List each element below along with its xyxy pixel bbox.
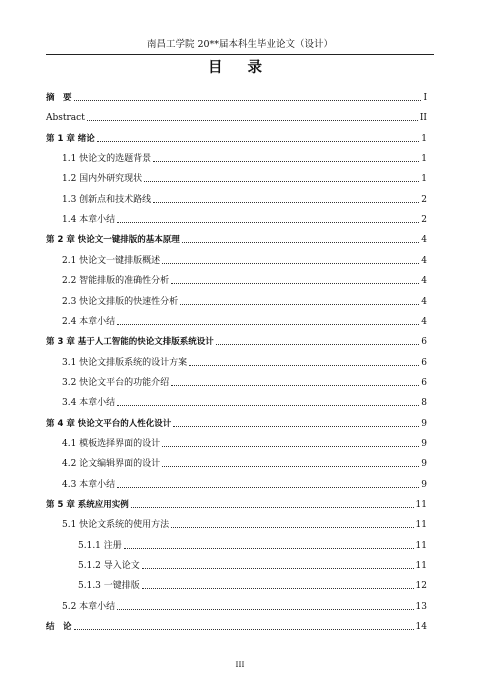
toc-entry-page: 9 xyxy=(421,438,427,449)
toc-entry-label: 3.1 快论文排版系统的设计方案 xyxy=(62,357,188,368)
toc-leader-dots xyxy=(124,548,414,549)
toc-leader-dots xyxy=(216,344,419,345)
toc-entry[interactable] xyxy=(62,294,427,308)
toc-entry-page: 1 xyxy=(421,133,427,144)
toc-leader-dots xyxy=(153,202,419,203)
toc-entry-page: 1 xyxy=(421,154,427,165)
page-header: 南昌工学院 20**届本科生毕业论文（设计） xyxy=(46,36,434,55)
toc-entry-page: I xyxy=(423,93,427,103)
toc-entry-page: 11 xyxy=(415,520,427,531)
toc-entry[interactable] xyxy=(46,416,427,430)
toc-entry-page: 11 xyxy=(415,540,427,551)
toc-leader-dots xyxy=(117,324,419,325)
toc-leader-dots xyxy=(117,609,413,610)
toc-entry-label: 第 4 章 快论文平台的人性化设计 xyxy=(46,418,172,429)
toc-entry-page: 11 xyxy=(415,561,427,572)
toc-leader-dots xyxy=(162,446,419,447)
toc-leader-dots xyxy=(171,385,419,386)
toc-entry-label: Abstract xyxy=(46,113,85,124)
toc-leader-dots xyxy=(162,466,419,467)
toc-entry[interactable] xyxy=(78,538,427,552)
toc-entry-page: 8 xyxy=(421,398,427,409)
toc-entry[interactable] xyxy=(46,90,427,104)
toc-entry-page: 4 xyxy=(421,276,427,287)
toc-entry-label: 4.1 模板选择界面的设计 xyxy=(62,438,161,449)
toc-leader-dots xyxy=(117,222,419,223)
toc-entry[interactable] xyxy=(46,131,427,145)
toc-entry[interactable] xyxy=(78,578,427,592)
toc-entry-page: 6 xyxy=(421,337,427,348)
toc-entry-label: 1.4 本章小结 xyxy=(62,215,116,226)
toc-leader-dots xyxy=(182,242,419,243)
toc-leader-dots xyxy=(171,283,419,284)
toc-entry[interactable] xyxy=(62,253,427,267)
toc-entry[interactable] xyxy=(46,497,427,511)
toc-entry[interactable] xyxy=(46,110,427,124)
toc-entry-label: 2.2 智能排版的准确性分析 xyxy=(62,276,170,287)
toc-entry[interactable] xyxy=(62,314,427,328)
toc-entry-label: 3.4 本章小结 xyxy=(62,398,116,409)
toc-entry[interactable] xyxy=(62,436,427,450)
toc-entry-label: 2.4 本章小结 xyxy=(62,316,116,327)
toc-entry-page: 4 xyxy=(421,255,427,266)
toc-leader-dots xyxy=(87,120,418,121)
toc-entry-label: 第 2 章 快论文一键排版的基本原理 xyxy=(46,235,180,246)
toc-entry-page: 13 xyxy=(415,601,427,612)
toc-entry-label: 5.1.1 注册 xyxy=(78,540,122,551)
toc-leader-dots xyxy=(117,405,419,406)
toc-entry-page: 9 xyxy=(421,459,427,470)
toc-entry[interactable] xyxy=(62,192,427,206)
toc-leader-dots xyxy=(74,629,414,630)
toc-entry-page: 12 xyxy=(415,581,427,592)
toc-entry-page: 4 xyxy=(421,235,427,246)
toc-entry-page: 4 xyxy=(421,316,427,327)
toc-leader-dots xyxy=(173,426,419,427)
toc-entry-label: 4.3 本章小结 xyxy=(62,479,116,490)
toc-entry-label: 5.1.2 导入论文 xyxy=(78,561,140,572)
toc-entry-label: 第 5 章 系统应用实例 xyxy=(46,500,129,510)
toc-entry-page: 2 xyxy=(421,215,427,226)
toc-entry[interactable] xyxy=(62,355,427,369)
toc-entry-label: 5.1.3 一键排版 xyxy=(78,581,140,592)
toc-entry-page: 6 xyxy=(421,377,427,388)
toc-entry[interactable] xyxy=(62,477,427,491)
toc-entry[interactable] xyxy=(62,517,427,531)
toc-entry[interactable] xyxy=(46,334,427,348)
toc-entry[interactable] xyxy=(62,273,427,287)
toc-entry-label: 1.3 创新点和技术路线 xyxy=(62,194,152,205)
toc-leader-dots xyxy=(189,365,419,366)
toc-entry-label: 1.2 国内外研究现状 xyxy=(62,174,143,185)
toc-entry[interactable] xyxy=(46,619,427,633)
toc-entry[interactable] xyxy=(46,232,427,246)
toc-entry-label: 3.2 快论文平台的功能介绍 xyxy=(62,377,170,388)
toc-entry[interactable] xyxy=(62,599,427,613)
toc-entry-label: 2.3 快论文排版的快速性分析 xyxy=(62,296,179,307)
toc-entry-label: 第 1 章 绪论 xyxy=(46,133,95,144)
toc-leader-dots xyxy=(180,304,419,305)
toc-entry-page: 1 xyxy=(421,174,427,185)
toc-entry[interactable] xyxy=(62,171,427,185)
toc-entry-page: 6 xyxy=(421,357,427,368)
toc-title: 目 录 xyxy=(207,60,273,76)
toc-entry-page: II xyxy=(419,113,427,124)
toc-entry-label: 2.1 快论文一键排版概述 xyxy=(62,255,161,266)
toc-entry[interactable] xyxy=(62,375,427,389)
toc-entry-label: 1.1 快论文的选题背景 xyxy=(62,154,152,165)
toc-entry-page: 9 xyxy=(421,418,427,429)
toc-entry-page: 11 xyxy=(415,500,427,510)
toc-entry-label: 4.2 论文编辑界面的设计 xyxy=(62,459,161,470)
toc-entry[interactable] xyxy=(62,395,427,409)
toc-leader-dots xyxy=(162,263,419,264)
toc-entry-page: 9 xyxy=(421,479,427,490)
toc-entry-page: 2 xyxy=(421,194,427,205)
toc-entry-page: 4 xyxy=(421,296,427,307)
page-number: III xyxy=(235,660,245,669)
toc-entry-label: 结 论 xyxy=(46,622,72,633)
toc-entry[interactable] xyxy=(62,212,427,226)
toc-leader-dots xyxy=(153,161,419,162)
toc-entry[interactable] xyxy=(62,456,427,470)
toc-entry-label: 摘 要 xyxy=(46,93,72,103)
toc-entry[interactable] xyxy=(78,558,427,572)
toc-entry-label: 5.2 本章小结 xyxy=(62,601,116,612)
toc-entry-label: 5.1 快论文系统的使用方法 xyxy=(62,520,170,531)
toc-leader-dots xyxy=(131,507,414,508)
toc-leader-dots xyxy=(142,568,414,569)
toc-entry-page: 14 xyxy=(415,622,427,633)
toc-leader-dots xyxy=(144,181,419,182)
toc-leader-dots xyxy=(97,141,419,142)
toc-entry[interactable] xyxy=(62,151,427,165)
toc-leader-dots xyxy=(117,487,419,488)
toc-leader-dots xyxy=(171,527,413,528)
toc-leader-dots xyxy=(142,588,414,589)
toc-entry-label: 第 3 章 基于人工智能的快论文排版系统设计 xyxy=(46,337,214,348)
toc-leader-dots xyxy=(74,100,422,101)
